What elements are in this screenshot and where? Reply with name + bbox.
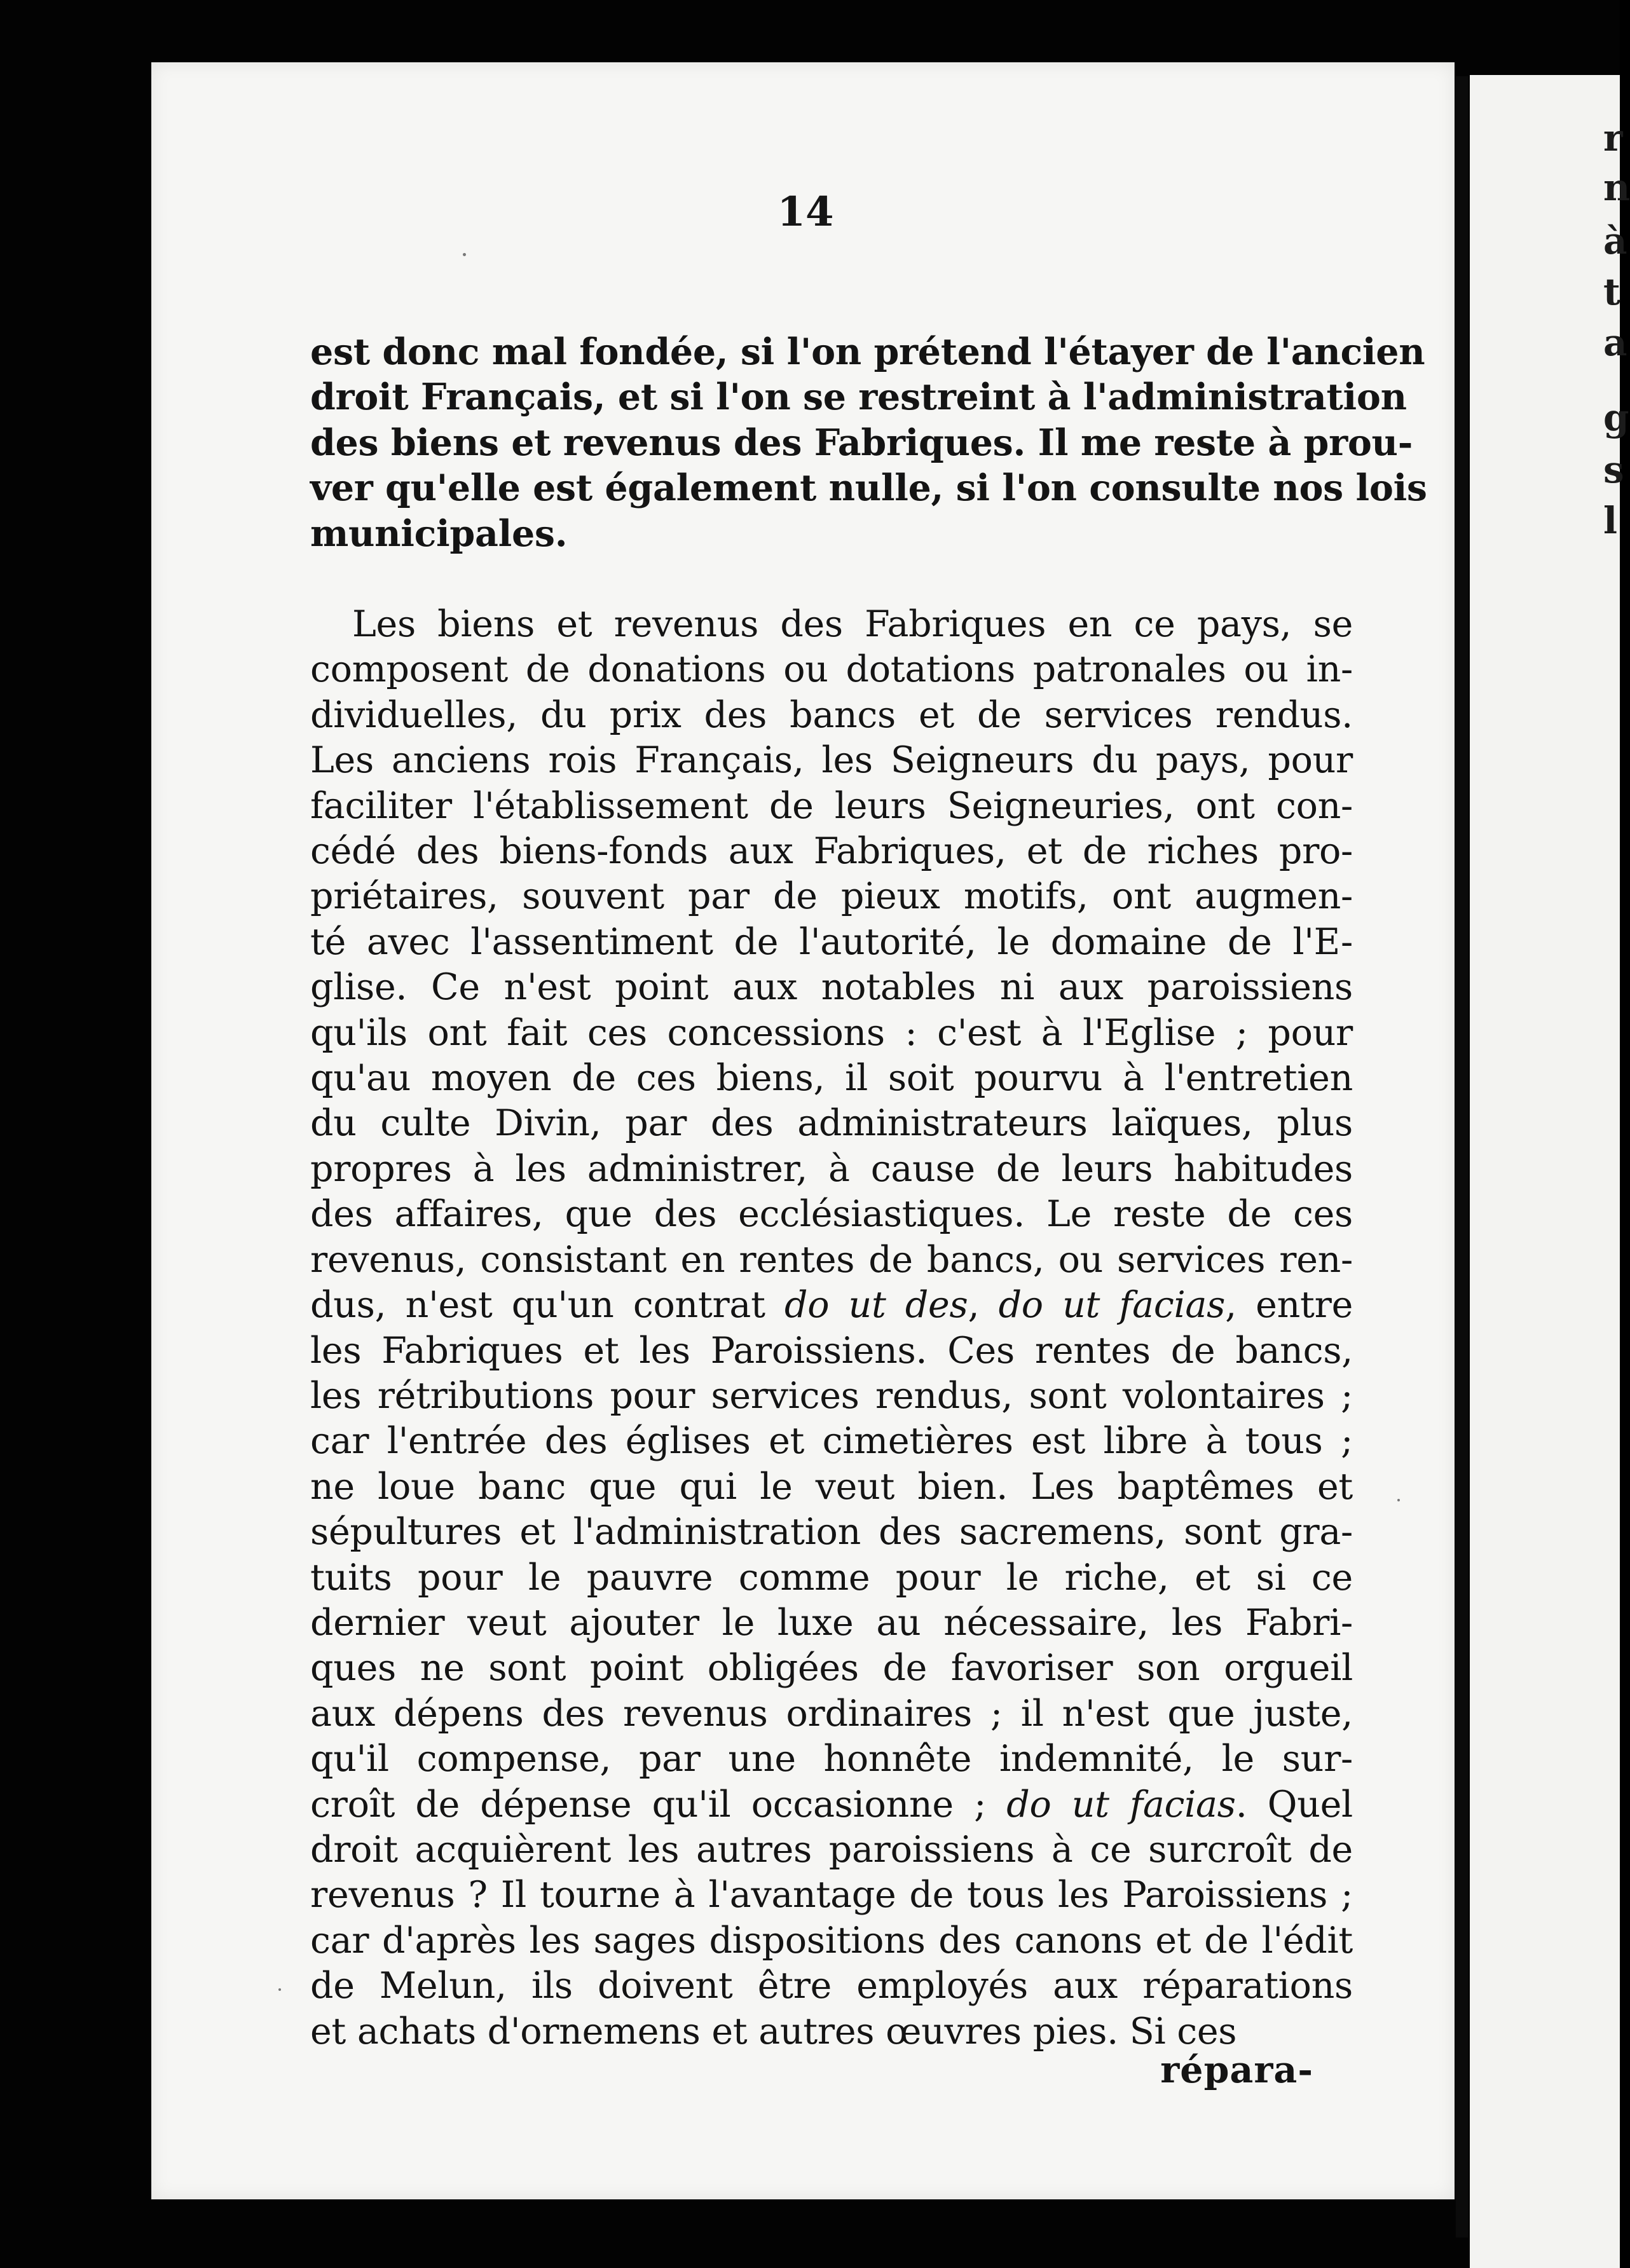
text-line: droit Français, et si l'on se restreint à l'administration xyxy=(310,376,1407,419)
scan-speck xyxy=(463,253,466,256)
adjacent-page-fragment: s xyxy=(1603,448,1624,491)
adjacent-page-fragment: a xyxy=(1603,321,1627,364)
scan-speck xyxy=(278,1988,281,1991)
text-line: les Fabriques et les Paroissiens. Ces rentes de bancs, xyxy=(310,1329,1353,1372)
text-line: revenus, consistant en rentes de bancs, ou services ren- xyxy=(310,1238,1353,1281)
text-line: ques ne sont point obligées de favoriser son orgueil xyxy=(310,1647,1353,1690)
text-line: composent de donations ou dotations patronales ou in- xyxy=(310,648,1353,691)
text-line: ver qu'elle est également nulle, si l'on consulte nos lois xyxy=(310,467,1427,510)
text-line: sépultures et l'administration des sacremens, sont gra- xyxy=(310,1511,1353,1554)
text-line: té avec l'assentiment de l'autorité, le domaine de l'E- xyxy=(310,920,1353,963)
book-page xyxy=(151,62,1455,2199)
adjacent-page-fragment: à xyxy=(1603,219,1627,263)
text-line: glise. Ce n'est point aux notables ni aux paroissiens xyxy=(310,966,1353,1009)
text-line: qu'il compense, par une honnête indemnité, le sur- xyxy=(310,1738,1353,1780)
catchword: répara- xyxy=(1160,2049,1313,2091)
text-line: tuits pour le pauvre comme pour le riche, et si ce xyxy=(310,1556,1353,1599)
text-line: dividuelles, du prix des bancs et de services rendus. xyxy=(310,693,1353,736)
text-line: croît de dépense qu'il occasionne ; do ut facias. Quel xyxy=(310,1783,1353,1826)
paragraph-2 xyxy=(310,602,1353,2054)
text-line: des affaires, que des ecclésiastiques. Le reste de ces xyxy=(310,1193,1353,1236)
text-line: dus, n'est qu'un contrat do ut des, do ut facias, entre xyxy=(310,1284,1353,1327)
paragraph-1 xyxy=(310,329,1427,556)
text-line: propres à les administrer, à cause de leurs habitudes xyxy=(310,1147,1353,1190)
adjacent-page-fragment: t xyxy=(1603,270,1620,313)
text-line: municipales. xyxy=(310,512,568,555)
text-line: est donc mal fondée, si l'on prétend l'étayer de l'ancien xyxy=(310,331,1425,373)
text-line: Les biens et revenus des Fabriques en ce pays, se xyxy=(352,603,1353,645)
page-gutter xyxy=(1456,76,1469,2237)
text-line: droit acquièrent les autres paroissiens à ce surcroît de xyxy=(310,1828,1353,1871)
text-line: car d'après les sages dispositions des canons et de l'édit xyxy=(310,1919,1353,1962)
text-line: aux dépens des revenus ordinaires ; il n'est que juste, xyxy=(310,1692,1353,1735)
text-line: priétaires, souvent par de pieux motifs, ont augmen- xyxy=(310,875,1353,918)
text-line: qu'au moyen de ces biens, il soit pourvu à l'entretien xyxy=(310,1057,1353,1100)
scan-speck xyxy=(1397,1499,1400,1501)
adjacent-page-fragment: g xyxy=(1603,396,1629,439)
text-line: et achats d'ornemens et autres œuvres pies. Si ces xyxy=(310,2010,1237,2053)
text-line: Les anciens rois Français, les Seigneurs du pays, pour xyxy=(310,739,1353,782)
text-line: ne loue banc que qui le veut bien. Les baptêmes et xyxy=(310,1465,1353,1508)
text-line: de Melun, ils doivent être employés aux réparations xyxy=(310,1965,1353,2007)
text-line: car l'entrée des églises et cimetières est libre à tous ; xyxy=(310,1420,1353,1463)
text-line: les rétributions pour services rendus, sont volontaires ; xyxy=(310,1374,1353,1417)
text-line: des biens et revenus des Fabriques. Il me reste à prou- xyxy=(310,421,1413,464)
page-number: 14 xyxy=(777,188,834,236)
text-line: dernier veut ajouter le luxe au nécessaire, les Fabri- xyxy=(310,1601,1353,1644)
text-line: cédé des biens-fonds aux Fabriques, et de riches pro- xyxy=(310,830,1353,873)
text-line: faciliter l'établissement de leurs Seigneuries, ont con- xyxy=(310,784,1353,827)
text-line: revenus ? Il tourne à l'avantage de tous les Paroissiens ; xyxy=(310,1874,1353,1916)
text-line: qu'ils ont fait ces concessions : c'est à l'Eglise ; pour xyxy=(310,1011,1353,1054)
adjacent-page-edge xyxy=(1470,75,1630,2268)
adjacent-page-fragment: l xyxy=(1603,499,1618,542)
adjacent-page-fragment: r xyxy=(1603,116,1623,160)
adjacent-page-fragment: n xyxy=(1603,166,1630,209)
text-line: du culte Divin, par des administrateurs laïques, plus xyxy=(310,1102,1353,1145)
